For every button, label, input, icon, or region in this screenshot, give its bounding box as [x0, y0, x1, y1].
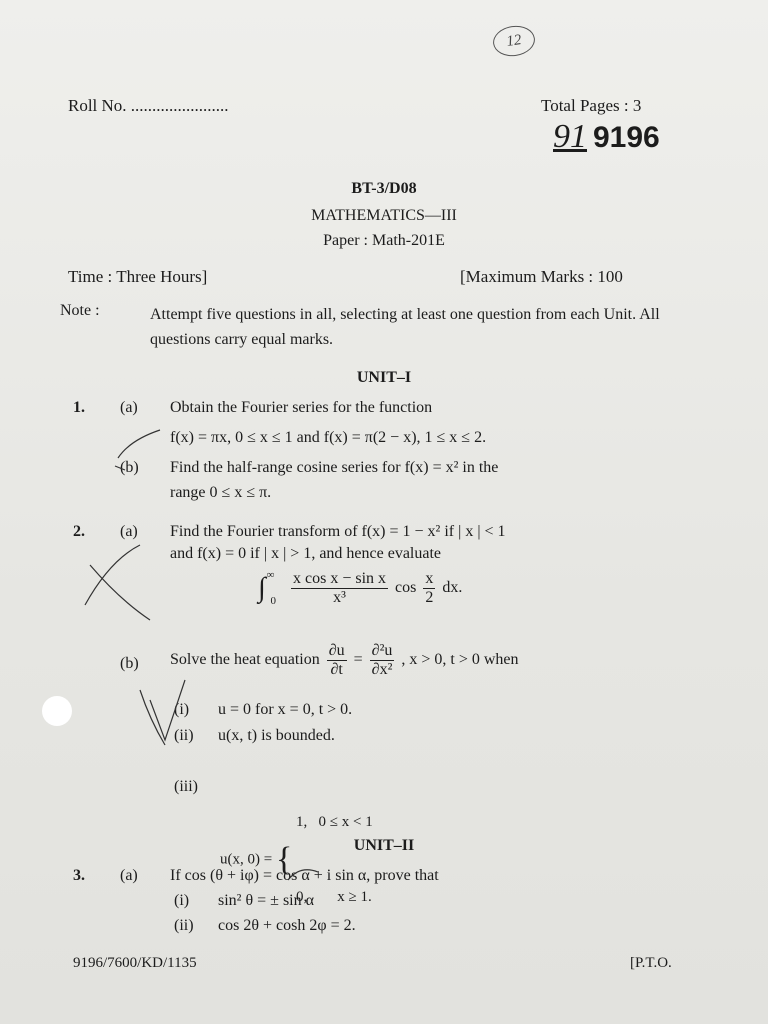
pde-lhs — [327, 642, 347, 679]
integral-sign: ∫ — [258, 572, 266, 604]
q2b-label: (b) — [120, 655, 139, 672]
q1a-text-line2: f(x) = πx, 0 ≤ x ≤ 1 and f(x) = π(2 − x), 1 ≤ x ≤ 2. — [170, 429, 487, 446]
pde-equals: = — [353, 651, 363, 669]
q2b-ii-label: (ii) — [174, 727, 194, 744]
pde-rhs — [370, 642, 395, 679]
q2b-iii-label: (iii) — [174, 778, 198, 795]
question-3-number: 3. — [73, 867, 85, 884]
q1b-text-line1: Find the half-range cosine series for f(x) = x² in the — [170, 459, 499, 476]
total-pages: Total Pages : 3 — [541, 96, 642, 115]
q2b-text: Solve the heat equation — [170, 651, 320, 669]
q1b-label: (b) — [120, 459, 139, 476]
cos-argument-fraction — [423, 570, 435, 607]
paper-code — [553, 118, 660, 156]
pde-rhs-numerator: ∂²u — [371, 642, 393, 659]
pen-mark-q2b — [140, 690, 165, 745]
piecewise-case-1: 1, 0 ≤ x < 1 — [296, 814, 373, 830]
cos-arg-numerator: x — [425, 570, 434, 587]
pde-lhs-numerator: ∂u — [328, 642, 345, 659]
q3a-ii-label: (ii) — [174, 917, 194, 934]
heat-equation-line — [170, 642, 519, 679]
subject-title: MATHEMATICS—III — [311, 207, 457, 224]
roll-number-field: Roll No. ....................... — [68, 96, 229, 115]
integrand-fraction — [291, 570, 388, 607]
integrand-numerator: x cos x − sin x — [293, 570, 387, 587]
piecewise-case-2: 0, x ≥ 1. — [296, 889, 372, 905]
question-2-number: 2. — [73, 523, 85, 540]
printed-code: 9196 — [593, 121, 660, 154]
punch-hole — [42, 696, 72, 726]
note-label: Note : — [60, 302, 100, 319]
maximum-marks: [Maximum Marks : 100 — [460, 267, 623, 286]
handwritten-code: 91 — [553, 118, 587, 155]
q2a-text-line1: Find the Fourier transform of f(x) = 1 − x² if | x | < 1 — [170, 523, 506, 540]
integrand-denominator: x³ — [333, 589, 346, 606]
pen-mark-q2a-1 — [85, 545, 140, 605]
unit-1-heading: UNIT–I — [356, 369, 412, 386]
integral-lower-limit: 0 — [270, 595, 277, 608]
footer-code: 9196/7600/KD/1135 — [73, 955, 197, 971]
cos-arg-denominator: 2 — [425, 589, 434, 606]
q3a-label: (a) — [120, 867, 138, 884]
question-1-number: 1. — [73, 399, 85, 416]
note-text: Attempt five questions in all, selecting at least one question from each Unit. All questions carry equal marks. — [150, 306, 660, 348]
q3a-i-text: sin² θ = ± sin α — [218, 892, 314, 909]
paper-title: Paper : Math-201E — [323, 232, 445, 249]
q2a-text-line2: and f(x) = 0 if | x | > 1, and hence evaluate — [170, 545, 442, 562]
exam-time: Time : Three Hours] — [68, 267, 208, 286]
dx-term: dx. — [442, 579, 463, 597]
q1b-text-line2: range 0 ≤ x ≤ π. — [170, 484, 272, 501]
q2a-label: (a) — [120, 523, 138, 540]
piecewise-brace: { — [275, 841, 293, 878]
q1a-text-line1: Obtain the Fourier series for the function — [170, 399, 433, 416]
q1a-label: (a) — [120, 399, 138, 416]
piecewise-lhs: u(x, 0) = — [220, 851, 273, 868]
q2b-i-label: (i) — [174, 701, 190, 718]
q3a-ii-text: cos 2θ + cosh 2φ = 2. — [218, 917, 356, 934]
page-number-stamp: 12 — [491, 23, 537, 59]
cos-term: cos — [395, 579, 417, 597]
q3a-text: If cos (θ + iφ) = cos α + i sin α, prove that — [170, 867, 439, 884]
pen-mark-q2a-2 — [90, 565, 150, 620]
integral-upper-limit: ∞ — [266, 569, 275, 582]
q3a-i-label: (i) — [174, 892, 190, 909]
pde-lhs-denominator: ∂t — [330, 661, 343, 678]
q2b-ii-text: u(x, t) is bounded. — [218, 727, 335, 744]
footer-pto: [P.T.O. — [630, 955, 672, 971]
q2b-i-text: u = 0 for x = 0, t > 0. — [218, 701, 353, 718]
pde-conditions: , x > 0, t > 0 when — [401, 651, 519, 669]
integral-expression — [258, 570, 462, 607]
pde-rhs-denominator: ∂x² — [371, 661, 393, 678]
unit-2-heading: UNIT–II — [353, 837, 415, 854]
pen-mark-q1 — [118, 430, 160, 458]
course-code: BT-3/D08 — [351, 180, 417, 197]
